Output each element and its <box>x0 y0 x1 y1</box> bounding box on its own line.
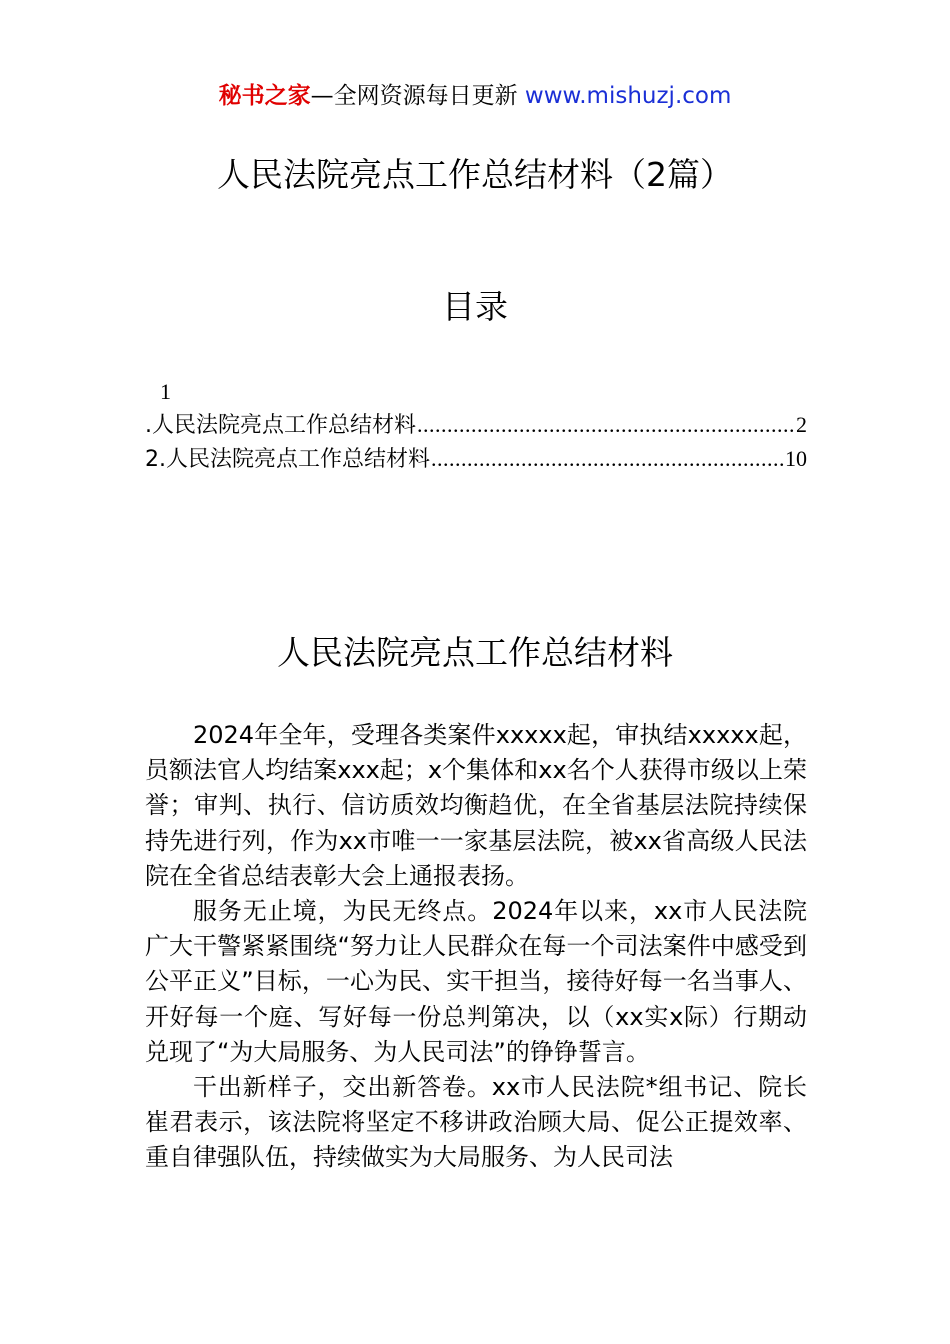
paragraph: 干出新样子，交出新答卷。xx市人民法院*组书记、院长崔君表示，该法院将坚定不移讲政治顾大局、促公正提效率、重自律强队伍，持续做实为大局服务、为人民司法 <box>145 1073 807 1172</box>
brand-name: 秘书之家 <box>218 83 311 109</box>
header-separator: — <box>310 83 334 109</box>
toc-leader-dots <box>431 442 784 476</box>
paragraph: 2024年全年，受理各类案件xxxxx起，审执结xxxxx起，员额法官人均结案xxx起；x个集体和xx名个人获得市级以上荣誉；审判、执行、信访质效均衡趋优，在全省基层法院持续保持先进行列，作为xx市唯一一家基层法院，被xx省高级人民法院在全省总结表彰大会上通报表扬。 <box>145 721 807 890</box>
table-of-contents <box>145 376 807 476</box>
header-tagline: 全网资源每日更新 <box>333 83 518 109</box>
toc-entry-page: 10 <box>785 446 807 471</box>
body-text <box>145 718 807 1176</box>
toc-heading: 目录 <box>442 287 508 326</box>
toc-entry-number: 1 <box>160 379 171 404</box>
toc-entry-2[interactable] <box>145 442 807 476</box>
toc-entry-page: 2 <box>796 412 807 437</box>
section-title: 人民法院亮点工作总结材料 <box>277 633 673 672</box>
toc-entry-label: 2.人民法院亮点工作总结材料 <box>145 447 430 472</box>
toc-entry-1[interactable] <box>145 408 807 442</box>
document-title: 人民法院亮点工作总结材料（2篇） <box>217 155 733 194</box>
paragraph: 服务无止境，为民无终点。2024年以来，xx市人民法院广大干警紧紧围绕“努力让人民群众在每一个司法案件中感受到公平正义”目标，一心为民、实干担当，接待好每一名当事人、开好每一个庭、写好每一份总判第决，以（xx实x际）行期动兑现了“为大局服务、为人民司法”的铮铮誓言。 <box>145 897 807 1066</box>
toc-entry-label: .人民法院亮点工作总结材料 <box>145 413 416 438</box>
site-url-link[interactable]: www.mishuzj.com <box>524 83 732 109</box>
toc-leader-dots <box>417 408 795 442</box>
site-header <box>0 80 950 112</box>
